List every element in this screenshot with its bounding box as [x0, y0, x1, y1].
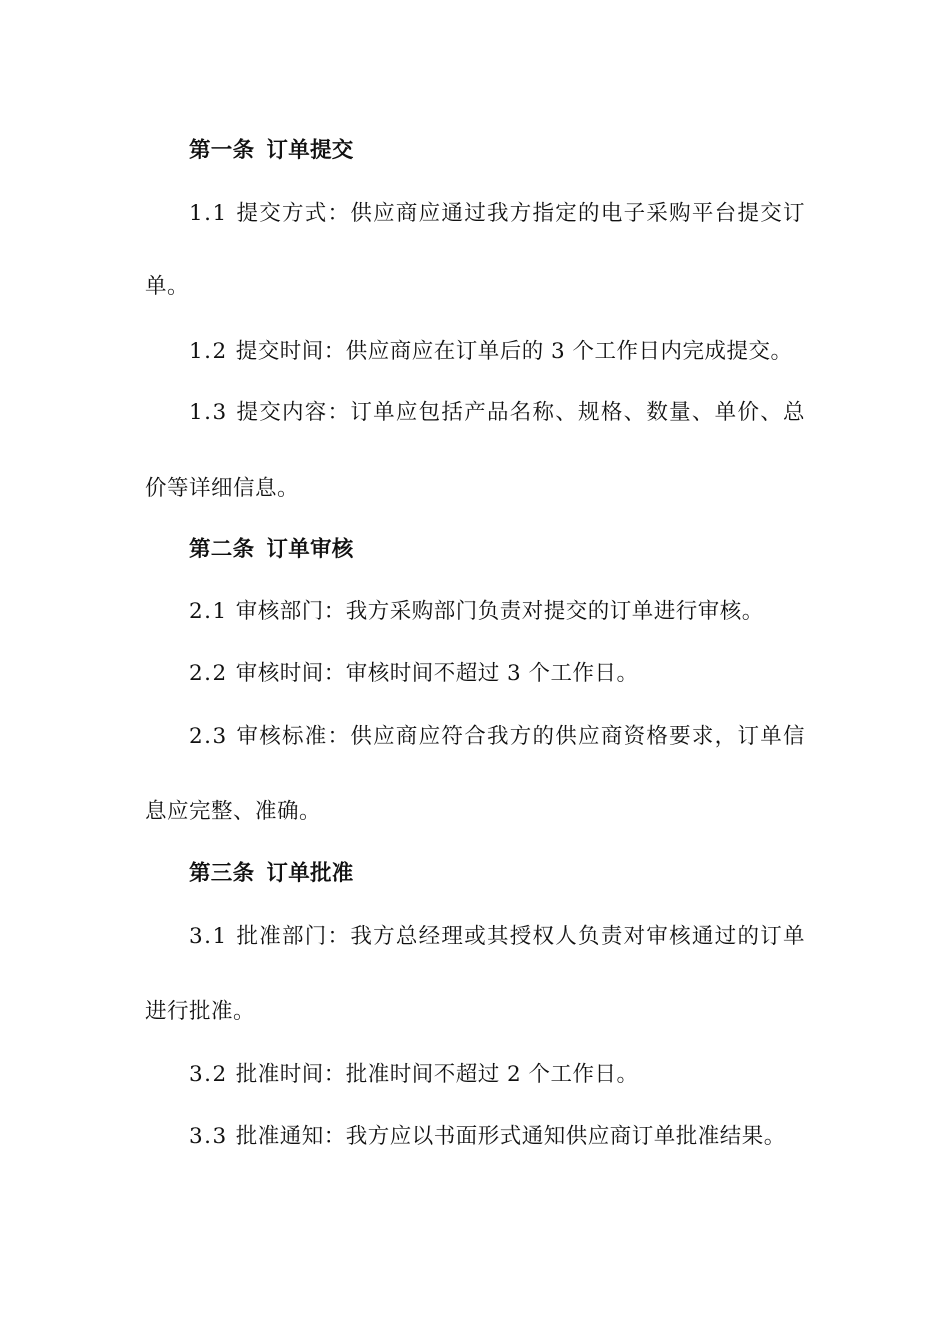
clause-text: 审核部门：我方采购部门负责对提交的订单进行审核。 [235, 599, 764, 624]
section-heading [189, 859, 354, 889]
clause-line [189, 597, 764, 627]
clause-text: 批准通知：我方应以书面形式通知供应商订单批准结果。 [235, 1124, 786, 1149]
clause-number: 1.2 [189, 339, 228, 364]
section-title: 订单审核 [266, 537, 354, 562]
section-number: 第三条 [189, 861, 255, 886]
clause-text: 审核时间：审核时间不超过 3 个工作日。 [235, 661, 639, 686]
clause-line [189, 337, 793, 367]
section-number: 第一条 [189, 138, 255, 163]
clause-text: 提交时间：供应商应在订单后的 3 个工作日内完成提交。 [235, 339, 793, 364]
clause-continuation: 价等详细信息。 [145, 476, 300, 501]
clause-text: 提交方式：供应商应通过我方指定的电子采购平台提交订 [235, 201, 805, 226]
clause-number: 2.1 [189, 599, 228, 624]
clause-line [189, 922, 805, 952]
clause-continuation: 息应完整、准确。 [145, 799, 322, 824]
clause-continuation: 单。 [145, 274, 190, 299]
clause-text: 审核标准：供应商应符合我方的供应商资格要求，订单信 [235, 724, 805, 749]
clause-number: 2.3 [189, 724, 228, 749]
clause-line [189, 398, 805, 428]
section-heading [189, 136, 354, 166]
clause-text: 提交内容：订单应包括产品名称、规格、数量、单价、总 [235, 400, 805, 425]
clause-number: 2.2 [189, 661, 228, 686]
section-heading [189, 535, 354, 565]
clause-line [189, 1122, 786, 1152]
section-title: 订单提交 [266, 138, 354, 163]
clause-number: 1.1 [189, 201, 228, 226]
clause-continuation: 进行批准。 [145, 999, 256, 1024]
clause-text: 批准时间：批准时间不超过 2 个工作日。 [235, 1062, 639, 1087]
clause-line [189, 722, 805, 752]
clause-number: 3.3 [189, 1124, 228, 1149]
clause-number: 3.2 [189, 1062, 228, 1087]
clause-number: 3.1 [189, 924, 228, 949]
clause-line [189, 1060, 639, 1090]
clause-line [189, 199, 805, 229]
section-title: 订单批准 [266, 861, 354, 886]
clause-line [189, 659, 639, 689]
clause-number: 1.3 [189, 400, 228, 425]
clause-text: 批准部门：我方总经理或其授权人负责对审核通过的订单 [235, 924, 805, 949]
section-number: 第二条 [189, 537, 255, 562]
